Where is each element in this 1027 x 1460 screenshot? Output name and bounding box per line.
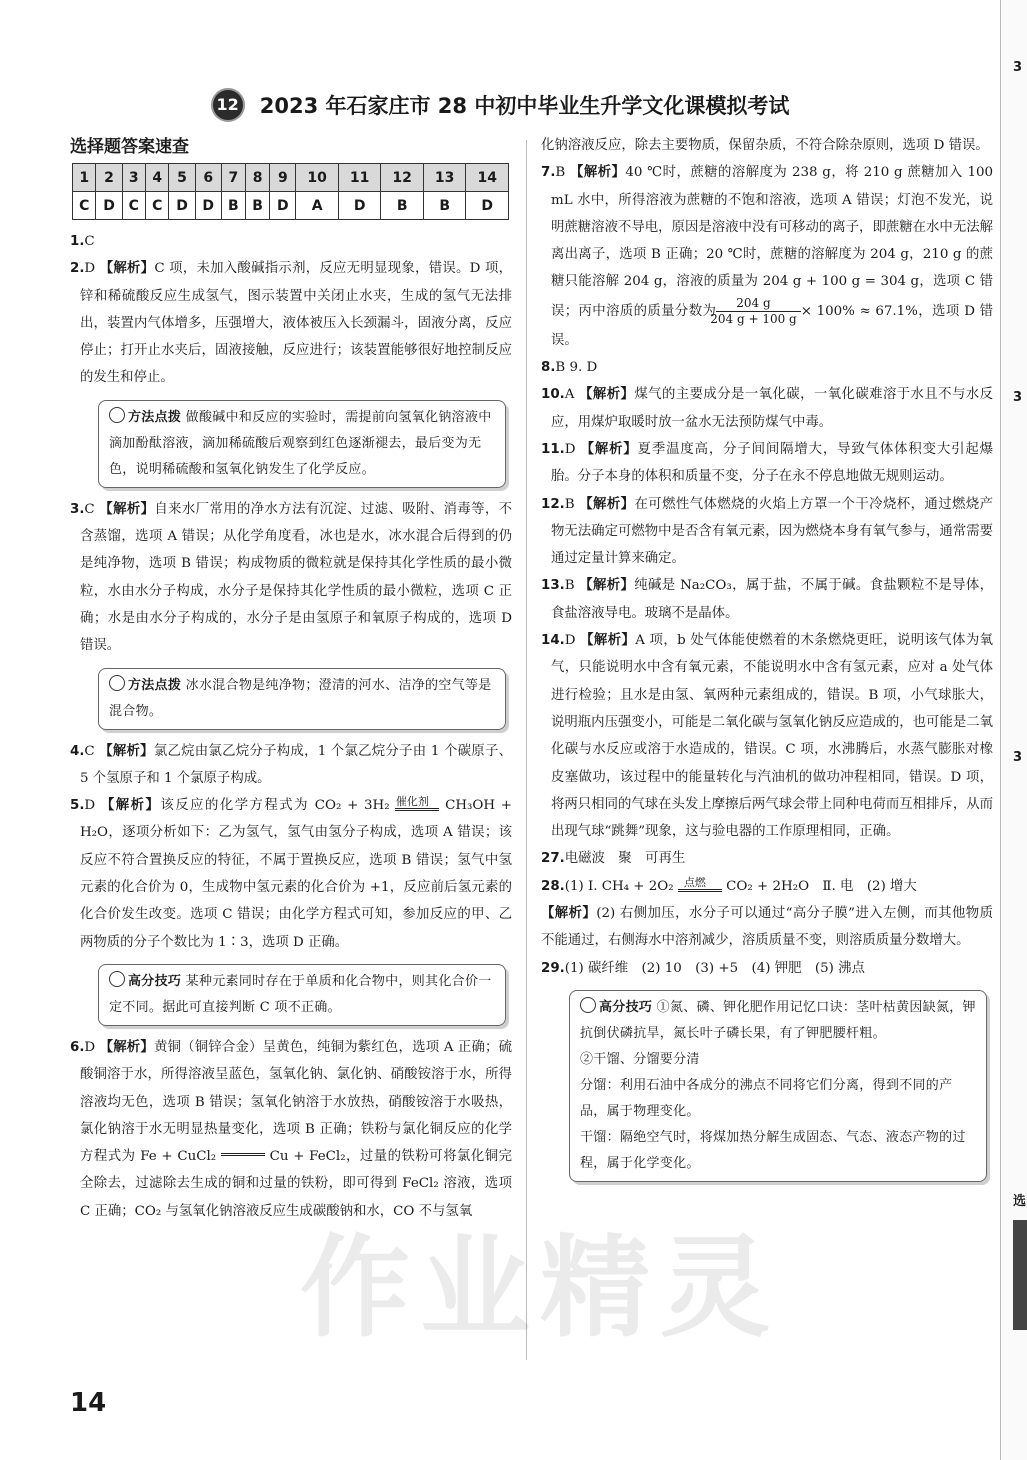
next-page-edge xyxy=(1000,0,1027,1460)
answer-table-number-cell: 3 xyxy=(122,164,145,192)
page-title: 2023 年石家庄市 28 中初中毕业生升学文化课模拟考试 xyxy=(259,94,790,118)
answer-1: 1.C xyxy=(70,234,95,249)
answer-11: 11.D 【解析】夏季温度高，分子间间隔增大，导致气体体积变大引起爆胎。分子本身的体积和质量不变，分子在永不停息地做无规则运动。 xyxy=(541,441,993,485)
edge-table-fragment xyxy=(1013,1220,1027,1330)
answer-table-answer-cell: D xyxy=(270,192,296,220)
answer-table-number-cell: 1 xyxy=(73,164,96,192)
answer-5: 5.D 【解析】该反应的化学方程式为 CO₂ + 3H₂ 催化剂 CH₃OH + H₂O，逐项分析如下：乙为氢气，氢气由氢分子构成，选项 A 错误；该反应不符合置换反应的特征，不属于置换反应，选项 B 错误；氢气中氢元素的化合价为 0，生成物中氢元素的化合价为 +1，反应前后氢元素的化合价发生改变。选项 C 错误；由化学方程式可知，参加反应的甲、乙两物质的分子个数比为 1∶3，选项 D 正确。 xyxy=(70,795,512,950)
answer-29: 29.(1) 碳纤维 (2) 10 (3) +5 (4) 钾肥 (5) 沸点 xyxy=(541,960,865,976)
answer-12: 12.B 【解析】在可燃性气体燃烧的火焰上方罩一个干冷烧杯，通过燃烧产物无法确定可燃物中是否含有氧元素，因为燃烧本身有氧气参与，通常需要通过定量计算来确定。 xyxy=(541,496,994,567)
lightbulb-icon xyxy=(109,675,125,691)
left-column xyxy=(70,132,512,1225)
edge-number: 3 xyxy=(1013,60,1023,75)
answer-table-answer-cell: D xyxy=(466,192,509,220)
answer-28-analysis: 【解析】(2) 右侧加压，水分子可以通过“高分子膜”进入左侧，而其他物质不能通过，右侧海水中溶剂减少，溶质质量不变，则溶质质量分数增大。 xyxy=(541,906,993,949)
answer-table-number-cell: 11 xyxy=(338,164,381,192)
answer-table-answer-cell: D xyxy=(338,192,381,220)
answer-table-answer-cell: B xyxy=(423,192,466,220)
page-number: 14 xyxy=(70,1388,107,1418)
tip-line: 分馏：利用石油中各成分的沸点不同将它们分离，得到不同的产品，属于物理变化。 xyxy=(580,1077,953,1119)
answer-table-number-cell: 6 xyxy=(195,164,221,192)
reaction-arrow: 催化剂 xyxy=(395,796,439,811)
answer-table-answer-cell: C xyxy=(73,192,96,220)
answer-7: 7.B 【解析】40 ℃时，蔗糖的溶解度为 238 g，将 210 g 蔗糖加入 100 mL 水中，所得溶液为蔗糖的不饱和溶液，选项 A 错误；灯泡不发光，说明蔗糖溶液不导电，原因是溶液中没有可移动的离子，即蔗糖在水中无法解离出离子，选项 B 正确；20 ℃时，蔗糖的溶解度为 204 g，210 g 的蔗糖只能溶解 204 g，溶液的质量为 204 g + 100 g = 304 g，选项 C 错误；丙中溶质的质量分数为 $\frac{204 g}{204 g + 100 g}$ × 100% ≈ 67.1%，选项 D 错误。 xyxy=(541,165,994,348)
answer-table-answer-cell: D xyxy=(96,192,122,220)
answer-28: 28.(1) Ⅰ. CH₄ + 2O₂ 点燃 CO₂ + 2H₂O Ⅱ. 电 (2) 增大 xyxy=(541,875,917,894)
answer-8-9: 8.B 9. D xyxy=(541,360,598,376)
answer-27: 27.电磁波 聚 可再生 xyxy=(541,851,686,867)
answer-table-number-cell: 10 xyxy=(296,164,339,192)
answer-table-number-cell: 4 xyxy=(146,164,169,192)
reaction-arrow: 点燃 xyxy=(678,877,722,892)
answer-table-header-row xyxy=(73,164,509,192)
right-column xyxy=(541,132,993,1190)
answer-13: 13.B 【解析】纯碱是 Na₂CO₃，属于盐，不属于碱。食盐颗粒不是导体，食盐溶液导电。玻璃不是晶体。 xyxy=(541,578,994,621)
answer-table-number-cell: 12 xyxy=(381,164,424,192)
answer-table-number-cell: 9 xyxy=(270,164,296,192)
tip-line: ②干馏、分馏要分清 xyxy=(580,1051,700,1067)
answer-table-answer-cell: C xyxy=(146,192,169,220)
answer-table-answer-cell: B xyxy=(381,192,424,220)
reaction-arrow xyxy=(221,1152,265,1156)
exam-number-badge: 12 xyxy=(211,88,245,122)
watermark: 作业精灵 xyxy=(300,1224,780,1352)
edge-label: 选 xyxy=(1013,1194,1027,1209)
answer-4: 4.C 【解析】氯乙烷由氯乙烷分子构成，1 个氯乙烷分子由 1 个碳原子、5 个氢原子和 1 个氯原子构成。 xyxy=(70,743,512,786)
tip-box-method-1: 方法点拨 做酸碱中和反应的实验时，需提前向氢氧化钠溶液中滴加酚酞溶液，滴加稀硫酸后观察到红色逐渐褪去，最后变为无色，说明稀硫酸和氢氧化钠发生了化学反应。 xyxy=(98,400,506,488)
answer-table-answer-cell: D xyxy=(169,192,195,220)
edge-number: 3 xyxy=(1013,390,1023,405)
answer-table-answer-row xyxy=(73,192,509,220)
answer-table-answer-cell: B xyxy=(246,192,270,220)
answer-6-continued: 化钠溶液反应，除去主要物质，保留杂质，不符合除杂原则，选项 D 错误。 xyxy=(541,138,989,153)
answer-table-number-cell: 2 xyxy=(96,164,122,192)
answer-14: 14.D 【解析】A 项，b 处气体能使燃着的木条燃烧更旺，说明该气体为氧气，只能说明水中含有氧元素，不能说明水中含有氢元素，应对 a 处气体进行检验；且水是由氢、氧两种元素组成的，错误。B 项，小气球胀大，说明瓶内压强变小，可能是二氧化碳与氢氧化钠反应造成的，也可能是二氧化碳与水反应或溶于水造成的，错误。C 项，水沸腾后，水蒸气膨胀对橡皮塞做功，该过程中的能量转化与汽油机的做功冲程相同，错误。D 项，将两只相同的气球在头发上摩擦后两气球会带上同种电荷而互相排斥，从而出现气球“跳舞”现象，这与验电器的工作原理相同，正确。 xyxy=(541,633,994,840)
lightbulb-icon xyxy=(109,407,125,423)
tip-line: 干馏：隔绝空气时，将煤加热分解生成固态、气态、液态产物的过程，属于化学变化。 xyxy=(580,1129,966,1171)
column-divider xyxy=(526,140,527,1360)
answer-table-answer-cell: B xyxy=(221,192,245,220)
answer-table-number-cell: 5 xyxy=(169,164,195,192)
answer-table-number-cell: 14 xyxy=(466,164,509,192)
answer-table-number-cell: 8 xyxy=(246,164,270,192)
answer-6: 6.D 【解析】黄铜（铜锌合金）呈黄色，纯铜为紫红色，选项 A 正确；硫酸铜溶于水，所得溶液呈蓝色，氢氧化钠、氯化钠、硝酸铵溶于水，所得溶液均无色，选项 B 错误；氢氧化钠溶于水放热，硝酸铵溶于水吸热，氯化钠溶于水无明显热量变化，选项 B 正确；铁粉与氯化铜反应的化学方程式为 Fe + CuCl₂ Cu + FeCl₂，过量的铁粉可将氯化铜完全除去，过滤除去生成的铜和过量的铁粉，即可得到 FeCl₂ 溶液，选项 C 正确；CO₂ 与氢氧化钠溶液反应生成碳酸钠和水，CO 不与氢氧 xyxy=(70,1039,513,1219)
answer-3: 3.C 【解析】自来水厂常用的净水方法有沉淀、过滤、吸附、消毒等，不含蒸馏，选项 A 错误；从化学角度看，冰也是水，冰水混合后得到的仍是纯净物，选项 B 错误；构成物质的微粒就是保持其化学性质的最小微粒，水由水分子构成，水分子是保持其化学性质的最小微粒，选项 C 正确；水是由水分子构成的，水分子是由氢原子和氧原子构成的，选项 D 错误。 xyxy=(70,501,512,654)
answer-table xyxy=(72,163,509,220)
tip-box-skill-2: 高分技巧 ①氮、磷、钾化肥作用记忆口诀：茎叶枯黄因缺氮，钾抗倒伏磷抗旱，氮长叶子磷长果，有了钾肥腰杆粗。 ②干馏、分馏要分清 分馏：利用石油中各成分的沸点不同将它们分离，得到不同的产品，属于物理变化。 干馏：隔绝空气时，将煤加热分解生成固态、气态、液态产物的过程，属于化学变化。 xyxy=(569,990,987,1182)
tip-box-skill-1: 高分技巧 某种元素同时存在于单质和化合物中，则其化合价一定不同。据此可直接判断 C 项不正确。 xyxy=(98,964,506,1026)
gauge-icon xyxy=(580,997,596,1013)
mass-fraction: $\frac{204 g}{204 g + 100 g}$ xyxy=(716,296,800,327)
answer-table-number-cell: 7 xyxy=(221,164,245,192)
answer-table-number-cell: 13 xyxy=(423,164,466,192)
answer-table-answer-cell: A xyxy=(296,192,339,220)
answer-table-answer-cell: D xyxy=(195,192,221,220)
tip-box-method-2: 方法点拨 冰水混合物是纯净物；澄清的河水、洁净的空气等是混合物。 xyxy=(98,668,506,730)
answer-table-answer-cell: C xyxy=(122,192,145,220)
edge-number: 3 xyxy=(1013,750,1023,765)
page-header xyxy=(0,88,1000,122)
section-title: 选择题答案速查 xyxy=(70,137,189,157)
answer-2: 2.D 【解析】C 项，未加入酸碱指示剂，反应无明显现象，错误。D 项，锌和稀硫酸反应生成氢气，图示装置中关闭止水夹，生成的氢气无法排出，装置内气体增多，压强增大，液体被压入长颈漏斗，固液分离，反应停止；打开止水夹后，固液接触，反应进行；该装置能够很好地控制反应的发生和停止。 xyxy=(70,261,512,386)
answer-10: 10.A 【解析】煤气的主要成分是一氧化碳，一氧化碳难溶于水且不与水反应，用煤炉取暖时放一盆水无法预防煤气中毒。 xyxy=(541,387,994,430)
gauge-icon xyxy=(109,971,125,987)
